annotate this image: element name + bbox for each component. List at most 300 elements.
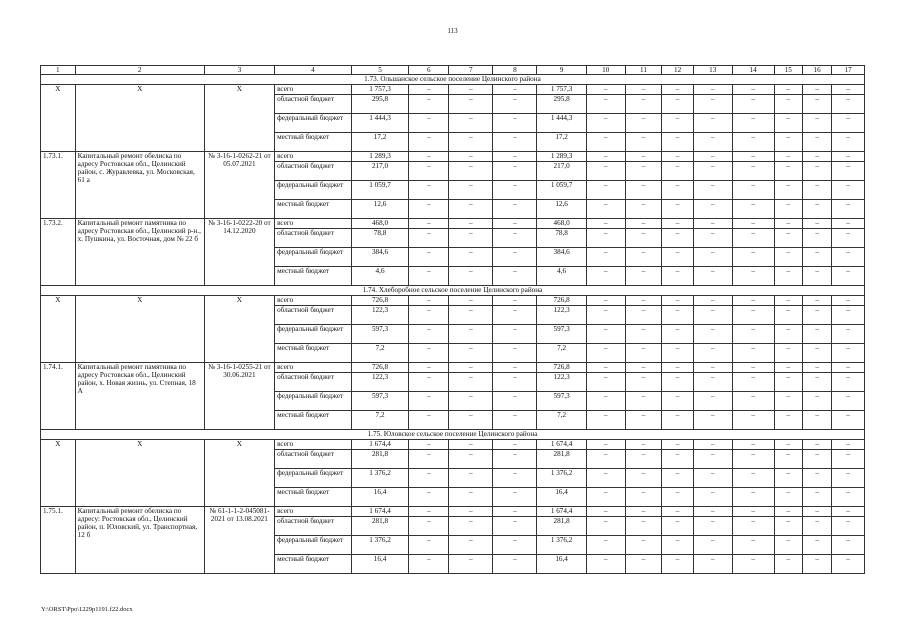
dash-cell: –: [625, 162, 662, 181]
dash-cell: –: [732, 507, 774, 517]
dash-cell: –: [802, 450, 831, 469]
dash-cell: –: [586, 536, 625, 555]
dash-cell: –: [802, 248, 831, 267]
dash-cell: –: [586, 296, 625, 306]
dash-cell: –: [409, 411, 449, 430]
dash-cell: –: [449, 440, 493, 450]
dash-cell: –: [449, 296, 493, 306]
dash-cell: –: [449, 517, 493, 536]
amount-year: 16,4: [537, 488, 586, 507]
dash-cell: –: [732, 363, 774, 373]
dash-cell: –: [662, 450, 693, 469]
dash-cell: –: [625, 95, 662, 114]
dash-cell: –: [493, 219, 537, 229]
dash-cell: –: [662, 181, 693, 200]
column-number-row: [41, 66, 865, 75]
dash-cell: –: [449, 344, 493, 363]
dash-cell: –: [586, 181, 625, 200]
dash-cell: –: [409, 450, 449, 469]
dash-cell: –: [409, 469, 449, 488]
dash-cell: –: [409, 306, 449, 325]
dash-cell: –: [493, 344, 537, 363]
dash-cell: –: [586, 555, 625, 574]
dash-cell: –: [409, 440, 449, 450]
column-header: 7: [449, 66, 493, 75]
amount-year: 295,8: [537, 95, 586, 114]
dash-cell: –: [409, 344, 449, 363]
dash-cell: –: [693, 181, 732, 200]
funding-type: федеральный бюджет: [275, 469, 352, 488]
dash-cell: –: [802, 85, 831, 95]
dash-cell: –: [802, 229, 831, 248]
dash-cell: –: [586, 248, 625, 267]
dash-cell: –: [493, 306, 537, 325]
dash-cell: –: [493, 411, 537, 430]
amount-year: 1 289,3: [537, 152, 586, 162]
amount-total: 1 289,3: [351, 152, 409, 162]
amount-year: 4,6: [537, 267, 586, 286]
dash-cell: –: [693, 152, 732, 162]
column-header: 17: [832, 66, 865, 75]
dash-cell: –: [693, 267, 732, 286]
dash-cell: –: [693, 373, 732, 392]
table-row: [41, 152, 865, 162]
column-header: 10: [586, 66, 625, 75]
dash-cell: –: [409, 517, 449, 536]
dash-cell: –: [625, 325, 662, 344]
dash-cell: –: [409, 267, 449, 286]
dash-cell: –: [449, 229, 493, 248]
amount-year: 597,3: [537, 392, 586, 411]
amount-year: 122,3: [537, 373, 586, 392]
dash-cell: –: [732, 85, 774, 95]
amount-total: 281,8: [351, 450, 409, 469]
amount-total: 384,6: [351, 248, 409, 267]
funding-type: всего: [275, 507, 352, 517]
dash-cell: –: [832, 363, 865, 373]
column-header: 9: [537, 66, 586, 75]
table-row: [41, 296, 865, 306]
amount-total: 1 376,2: [351, 469, 409, 488]
dash-cell: –: [493, 555, 537, 574]
funding-type: областной бюджет: [275, 95, 352, 114]
dash-cell: –: [832, 344, 865, 363]
funding-type: всего: [275, 219, 352, 229]
funding-type: местный бюджет: [275, 133, 352, 152]
dash-cell: –: [409, 488, 449, 507]
dash-cell: –: [586, 507, 625, 517]
dash-cell: –: [732, 536, 774, 555]
dash-cell: –: [625, 152, 662, 162]
dash-cell: –: [802, 114, 831, 133]
dash-cell: –: [732, 411, 774, 430]
amount-year: 122,3: [537, 306, 586, 325]
funding-type: местный бюджет: [275, 488, 352, 507]
dash-cell: –: [493, 373, 537, 392]
dash-cell: –: [449, 181, 493, 200]
funding-type: местный бюджет: [275, 555, 352, 574]
amount-year: 468,0: [537, 219, 586, 229]
dash-cell: –: [774, 248, 802, 267]
dash-cell: –: [493, 536, 537, 555]
dash-cell: –: [409, 296, 449, 306]
dash-cell: –: [832, 95, 865, 114]
dash-cell: –: [493, 363, 537, 373]
funding-type: федеральный бюджет: [275, 248, 352, 267]
dash-cell: –: [732, 133, 774, 152]
dash-cell: –: [625, 517, 662, 536]
amount-year: 1 376,2: [537, 469, 586, 488]
dash-cell: –: [449, 507, 493, 517]
dash-cell: –: [586, 344, 625, 363]
column-header: 12: [662, 66, 693, 75]
dash-cell: –: [774, 363, 802, 373]
dash-cell: –: [774, 469, 802, 488]
funding-type: областной бюджет: [275, 373, 352, 392]
item-number: X: [41, 85, 76, 152]
item-number: X: [41, 296, 76, 363]
dash-cell: –: [774, 517, 802, 536]
amount-year: 16,4: [537, 555, 586, 574]
dash-cell: –: [625, 306, 662, 325]
dash-cell: –: [586, 306, 625, 325]
dash-cell: –: [802, 536, 831, 555]
dash-cell: –: [449, 267, 493, 286]
funding-type: федеральный бюджет: [275, 181, 352, 200]
dash-cell: –: [625, 248, 662, 267]
dash-cell: –: [832, 229, 865, 248]
funding-type: областной бюджет: [275, 517, 352, 536]
dash-cell: –: [732, 229, 774, 248]
amount-year: 1 674,4: [537, 440, 586, 450]
dash-cell: –: [732, 306, 774, 325]
dash-cell: –: [662, 507, 693, 517]
dash-cell: –: [774, 219, 802, 229]
amount-year: 1 674,4: [537, 507, 586, 517]
dash-cell: –: [493, 85, 537, 95]
dash-cell: –: [409, 114, 449, 133]
file-path-footer: Y:\ORST\Ppo\1229p1191.f22.docx: [41, 606, 133, 613]
dash-cell: –: [693, 517, 732, 536]
dash-cell: –: [662, 488, 693, 507]
dash-cell: –: [732, 344, 774, 363]
dash-cell: –: [774, 296, 802, 306]
funding-type: местный бюджет: [275, 411, 352, 430]
section-title-row: [41, 75, 865, 85]
dash-cell: –: [693, 229, 732, 248]
funding-type: федеральный бюджет: [275, 325, 352, 344]
dash-cell: –: [693, 133, 732, 152]
amount-year: 597,3: [537, 325, 586, 344]
dash-cell: –: [732, 325, 774, 344]
dash-cell: –: [774, 162, 802, 181]
dash-cell: –: [409, 95, 449, 114]
dash-cell: –: [732, 152, 774, 162]
dash-cell: –: [774, 392, 802, 411]
column-header: 6: [409, 66, 449, 75]
dash-cell: –: [774, 200, 802, 219]
dash-cell: –: [832, 248, 865, 267]
dash-cell: –: [662, 219, 693, 229]
dash-cell: –: [586, 325, 625, 344]
column-header: 13: [693, 66, 732, 75]
dash-cell: –: [732, 469, 774, 488]
dash-cell: –: [409, 85, 449, 95]
amount-total: 122,3: [351, 306, 409, 325]
dash-cell: –: [409, 133, 449, 152]
dash-cell: –: [802, 555, 831, 574]
section-title-row: [41, 286, 865, 296]
dash-cell: –: [625, 229, 662, 248]
amount-total: 597,3: [351, 325, 409, 344]
dash-cell: –: [774, 507, 802, 517]
dash-cell: –: [774, 555, 802, 574]
dash-cell: –: [493, 296, 537, 306]
amount-year: 17,2: [537, 133, 586, 152]
amount-total: 468,0: [351, 219, 409, 229]
dash-cell: –: [802, 469, 831, 488]
dash-cell: –: [732, 373, 774, 392]
dash-cell: –: [493, 469, 537, 488]
item-number: 1.73.2.: [41, 219, 76, 286]
table-row: [41, 440, 865, 450]
table-row: [41, 85, 865, 95]
funding-type: местный бюджет: [275, 344, 352, 363]
dash-cell: –: [832, 267, 865, 286]
dash-cell: –: [409, 152, 449, 162]
amount-year: 726,8: [537, 296, 586, 306]
dash-cell: –: [625, 85, 662, 95]
dash-cell: –: [662, 411, 693, 430]
section-title: 1.75. Юловское сельское поселение Целинского района: [41, 430, 865, 440]
dash-cell: –: [662, 200, 693, 219]
funding-type: областной бюджет: [275, 162, 352, 181]
dash-cell: –: [693, 248, 732, 267]
amount-total: 12,6: [351, 200, 409, 219]
amount-year: 726,8: [537, 363, 586, 373]
dash-cell: –: [732, 517, 774, 536]
dash-cell: –: [586, 411, 625, 430]
dash-cell: –: [586, 133, 625, 152]
dash-cell: –: [832, 392, 865, 411]
item-document: № 3-16-1-0262-21 от 05.07.2021: [204, 152, 274, 219]
dash-cell: –: [625, 219, 662, 229]
dash-cell: –: [732, 267, 774, 286]
dash-cell: –: [662, 555, 693, 574]
amount-year: 1 444,3: [537, 114, 586, 133]
dash-cell: –: [586, 229, 625, 248]
amount-total: 217,0: [351, 162, 409, 181]
dash-cell: –: [625, 450, 662, 469]
amount-total: 597,3: [351, 392, 409, 411]
dash-cell: –: [693, 555, 732, 574]
dash-cell: –: [802, 219, 831, 229]
dash-cell: –: [586, 162, 625, 181]
dash-cell: –: [774, 536, 802, 555]
dash-cell: –: [832, 373, 865, 392]
dash-cell: –: [693, 296, 732, 306]
dash-cell: –: [662, 296, 693, 306]
dash-cell: –: [586, 85, 625, 95]
dash-cell: –: [662, 344, 693, 363]
dash-cell: –: [662, 536, 693, 555]
item-name: Капитальный ремонт памятника по адресу Ростовская обл., Целинский район, х. Новая жизнь, ул. Степная, 18 А: [75, 363, 204, 430]
dash-cell: –: [732, 219, 774, 229]
dash-cell: –: [774, 181, 802, 200]
dash-cell: –: [662, 229, 693, 248]
item-document: № 3-16-1-0255-21 от 30.06.2021: [204, 363, 274, 430]
dash-cell: –: [449, 306, 493, 325]
dash-cell: –: [774, 152, 802, 162]
dash-cell: –: [732, 450, 774, 469]
dash-cell: –: [732, 392, 774, 411]
item-name: X: [75, 440, 204, 507]
item-number: 1.74.1.: [41, 363, 76, 430]
dash-cell: –: [662, 95, 693, 114]
dash-cell: –: [449, 248, 493, 267]
dash-cell: –: [832, 200, 865, 219]
dash-cell: –: [732, 248, 774, 267]
amount-total: 7,2: [351, 344, 409, 363]
dash-cell: –: [832, 85, 865, 95]
dash-cell: –: [409, 162, 449, 181]
funding-type: федеральный бюджет: [275, 536, 352, 555]
dash-cell: –: [449, 488, 493, 507]
dash-cell: –: [832, 507, 865, 517]
dash-cell: –: [625, 536, 662, 555]
dash-cell: –: [625, 411, 662, 430]
dash-cell: –: [693, 162, 732, 181]
dash-cell: –: [832, 411, 865, 430]
amount-year: 384,6: [537, 248, 586, 267]
dash-cell: –: [409, 248, 449, 267]
amount-year: 78,8: [537, 229, 586, 248]
dash-cell: –: [832, 517, 865, 536]
dash-cell: –: [832, 181, 865, 200]
dash-cell: –: [409, 373, 449, 392]
dash-cell: –: [662, 440, 693, 450]
amount-total: 726,8: [351, 296, 409, 306]
dash-cell: –: [662, 152, 693, 162]
dash-cell: –: [409, 392, 449, 411]
dash-cell: –: [662, 469, 693, 488]
dash-cell: –: [693, 363, 732, 373]
dash-cell: –: [449, 85, 493, 95]
dash-cell: –: [586, 373, 625, 392]
dash-cell: –: [625, 133, 662, 152]
dash-cell: –: [449, 363, 493, 373]
funding-type: областной бюджет: [275, 306, 352, 325]
dash-cell: –: [493, 507, 537, 517]
dash-cell: –: [802, 392, 831, 411]
dash-cell: –: [409, 536, 449, 555]
dash-cell: –: [774, 411, 802, 430]
amount-total: 7,2: [351, 411, 409, 430]
dash-cell: –: [832, 306, 865, 325]
dash-cell: –: [449, 325, 493, 344]
item-number: 1.73.1.: [41, 152, 76, 219]
dash-cell: –: [732, 95, 774, 114]
funding-type: всего: [275, 152, 352, 162]
dash-cell: –: [493, 517, 537, 536]
dash-cell: –: [493, 114, 537, 133]
dash-cell: –: [493, 152, 537, 162]
amount-year: 1 376,2: [537, 536, 586, 555]
dash-cell: –: [493, 181, 537, 200]
dash-cell: –: [802, 325, 831, 344]
column-header: 14: [732, 66, 774, 75]
funding-type: всего: [275, 296, 352, 306]
dash-cell: –: [774, 344, 802, 363]
dash-cell: –: [802, 517, 831, 536]
dash-cell: –: [693, 114, 732, 133]
dash-cell: –: [802, 200, 831, 219]
amount-total: 281,8: [351, 517, 409, 536]
dash-cell: –: [449, 469, 493, 488]
dash-cell: –: [693, 392, 732, 411]
amount-total: 4,6: [351, 267, 409, 286]
column-header: 16: [802, 66, 831, 75]
item-name: Капитальный ремонт памятника по адресу Ростовская обл., Целинский р-н., х. Пушкина, ул. Восточная, дом № 22 б: [75, 219, 204, 286]
dash-cell: –: [493, 325, 537, 344]
dash-cell: –: [832, 469, 865, 488]
dash-cell: –: [774, 229, 802, 248]
dash-cell: –: [774, 306, 802, 325]
dash-cell: –: [449, 133, 493, 152]
dash-cell: –: [693, 469, 732, 488]
dash-cell: –: [832, 152, 865, 162]
column-header: 1: [41, 66, 76, 75]
dash-cell: –: [409, 200, 449, 219]
dash-cell: –: [586, 517, 625, 536]
dash-cell: –: [802, 296, 831, 306]
amount-year: 7,2: [537, 344, 586, 363]
dash-cell: –: [774, 95, 802, 114]
amount-total: 122,3: [351, 373, 409, 392]
dash-cell: –: [802, 411, 831, 430]
dash-cell: –: [732, 181, 774, 200]
item-name: Капитальный ремонт обелиска по адресу: Ростовская обл., Целинский район, п. Юловский, ул. Транспортная, 12 б: [75, 507, 204, 574]
dash-cell: –: [693, 440, 732, 450]
amount-year: 1 059,7: [537, 181, 586, 200]
dash-cell: –: [449, 411, 493, 430]
dash-cell: –: [493, 267, 537, 286]
amount-total: 16,4: [351, 488, 409, 507]
dash-cell: –: [625, 507, 662, 517]
dash-cell: –: [693, 306, 732, 325]
dash-cell: –: [449, 152, 493, 162]
dash-cell: –: [693, 200, 732, 219]
dash-cell: –: [662, 133, 693, 152]
dash-cell: –: [493, 133, 537, 152]
dash-cell: –: [409, 325, 449, 344]
item-document: X: [204, 440, 274, 507]
dash-cell: –: [625, 181, 662, 200]
dash-cell: –: [802, 507, 831, 517]
page-number: 113: [447, 27, 458, 35]
column-header: 11: [625, 66, 662, 75]
dash-cell: –: [409, 363, 449, 373]
dash-cell: –: [625, 363, 662, 373]
dash-cell: –: [693, 488, 732, 507]
dash-cell: –: [802, 440, 831, 450]
dash-cell: –: [449, 450, 493, 469]
dash-cell: –: [493, 162, 537, 181]
dash-cell: –: [449, 95, 493, 114]
dash-cell: –: [662, 373, 693, 392]
section-title: 1.73. Ольшанское сельское поселение Целинского района: [41, 75, 865, 85]
dash-cell: –: [586, 267, 625, 286]
